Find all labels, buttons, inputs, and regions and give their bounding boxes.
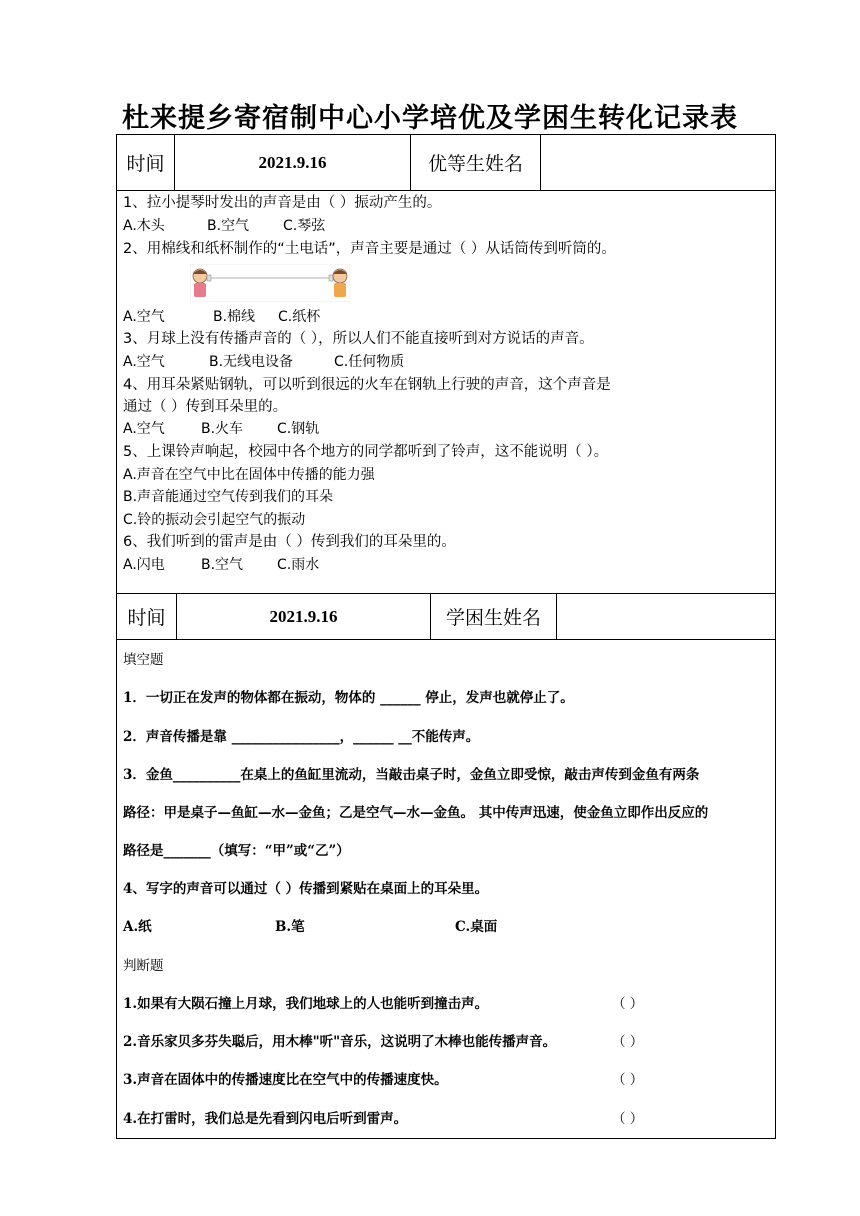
- fill-question-3-line-3: 路径是_______（填写：“甲”或“乙”）: [123, 843, 350, 859]
- judge-answer-2[interactable]: （ ）: [612, 1034, 644, 1050]
- time-label-cell-2: [117, 594, 177, 639]
- q3-option-b: B.无线电设备: [209, 354, 294, 370]
- time-label-2: 时间: [127, 607, 166, 629]
- top-student-name-field[interactable]: [541, 135, 775, 190]
- question-6: 6、我们听到的雷声是由（ ）传到我们的耳朵里的。: [123, 534, 456, 550]
- question-4-line-2: 通过（ ）传到耳朵里的。: [123, 399, 288, 415]
- judge-question-4: 4.在打雷时，我们总是先看到闪电后听到雷声。: [123, 1111, 408, 1127]
- q2-option-b: B.棉线: [213, 309, 256, 325]
- judge-answer-3[interactable]: （ ）: [612, 1072, 644, 1088]
- q1-option-a: A.木头: [123, 218, 165, 234]
- fill-question-4: 4、写字的声音可以通过（ ）传播到紧贴在桌面上的耳朵里。: [123, 881, 489, 897]
- q6-option-b: B.空气: [201, 557, 244, 573]
- judge-question-1: 1.如果有大陨石撞上月球，我们地球上的人也能听到撞击声。: [123, 996, 489, 1012]
- fill-question-2: 2．声音传播是靠 ________________，______ __不能传声。: [123, 729, 480, 745]
- date-value-2: 2021.9.16: [269, 606, 338, 626]
- judge-answer-1[interactable]: （ ）: [612, 996, 644, 1012]
- q1-option-b: B.空气: [207, 218, 250, 234]
- q5-option-c: C.铃的振动会引起空气的振动: [123, 512, 306, 528]
- q2-option-c: C.纸杯: [278, 309, 321, 325]
- q4-option-a: A.空气: [123, 421, 165, 437]
- judge-answer-4[interactable]: （ ）: [612, 1111, 644, 1127]
- fill-question-3: 3．金鱼__________在桌上的鱼缸里流动，当敲击桌子时，金鱼立即受惊，敲击声传到金鱼有两条: [123, 767, 700, 783]
- question-5: 5、上课铃声响起，校园中各个地方的同学都听到了铃声，这不能说明（ ）。: [123, 444, 609, 460]
- question-4: 4、用耳朵紧贴钢轨，可以听到很远的火车在钢轨上行驶的声音，这个声音是: [123, 377, 611, 393]
- page-title: 杜来提乡寄宿制中心小学培优及学困生转化记录表: [122, 103, 738, 134]
- q4-option-b: B.火车: [201, 421, 244, 437]
- q2-option-a: A.空气: [123, 309, 165, 325]
- q3-option-a: A.空气: [123, 354, 165, 370]
- time-label: 时间: [126, 153, 165, 175]
- date-cell-2: [177, 594, 431, 639]
- fill-q4-option-c: C.桌面: [455, 919, 498, 935]
- question-3: 3、月球上没有传播声音的（ ），所以人们不能直接听到对方说话的声音。: [123, 331, 594, 347]
- question-2: 2、用棉线和纸杯制作的“土电话”，声音主要是通过（ ）从话筒传到听筒的。: [123, 241, 616, 257]
- struggling-student-name-label: 学困生姓名: [445, 607, 541, 629]
- date-cell: [175, 135, 411, 190]
- fill-q4-option-a: A.纸: [123, 919, 152, 935]
- fill-q4-option-b: B.笔: [275, 919, 305, 935]
- q3-option-c: C.任何物质: [334, 354, 405, 370]
- string-telephone-image: [190, 264, 350, 302]
- fill-question-3-line-2: 路径：甲是桌子—鱼缸—水—金鱼；乙是空气—水—金鱼。 其中传声迅速，使金鱼立即作出反应的: [123, 805, 709, 821]
- fill-in-heading: 填空题: [123, 652, 164, 668]
- q6-option-a: A.闪电: [123, 557, 165, 573]
- judge-question-3: 3.声音在固体中的传播速度比在空气中的传播速度快。: [123, 1072, 448, 1088]
- q4-option-c: C.钢轨: [277, 421, 320, 437]
- time-label-cell: [117, 135, 175, 190]
- q5-option-a: A.声音在空气中比在固体中传播的能力强: [123, 467, 375, 483]
- name-label-cell: [411, 135, 541, 190]
- fill-question-1: 1．一切正在发声的物体都在振动，物体的 ______ 停止，发声也就停止了。: [123, 690, 574, 706]
- judge-question-2: 2.音乐家贝多芬失聪后，用木棒"听"音乐，这说明了木棒也能传播声音。: [123, 1034, 557, 1050]
- top-student-name-label: 优等生姓名: [427, 153, 523, 175]
- struggling-student-header-row: [116, 593, 776, 640]
- date-value: 2021.9.16: [258, 152, 327, 172]
- name-label-cell-2: [431, 594, 557, 639]
- q5-option-b: B.声音能通过空气传到我们的耳朵: [123, 489, 334, 505]
- question-1: 1、拉小提琴时发出的声音是由（ ）振动产生的。: [123, 195, 442, 211]
- true-false-heading: 判断题: [123, 958, 164, 974]
- top-student-header-row: [116, 134, 776, 191]
- q1-option-c: C.琴弦: [283, 218, 326, 234]
- q6-option-c: C.雨水: [277, 557, 320, 573]
- struggling-student-name-field[interactable]: [557, 594, 775, 639]
